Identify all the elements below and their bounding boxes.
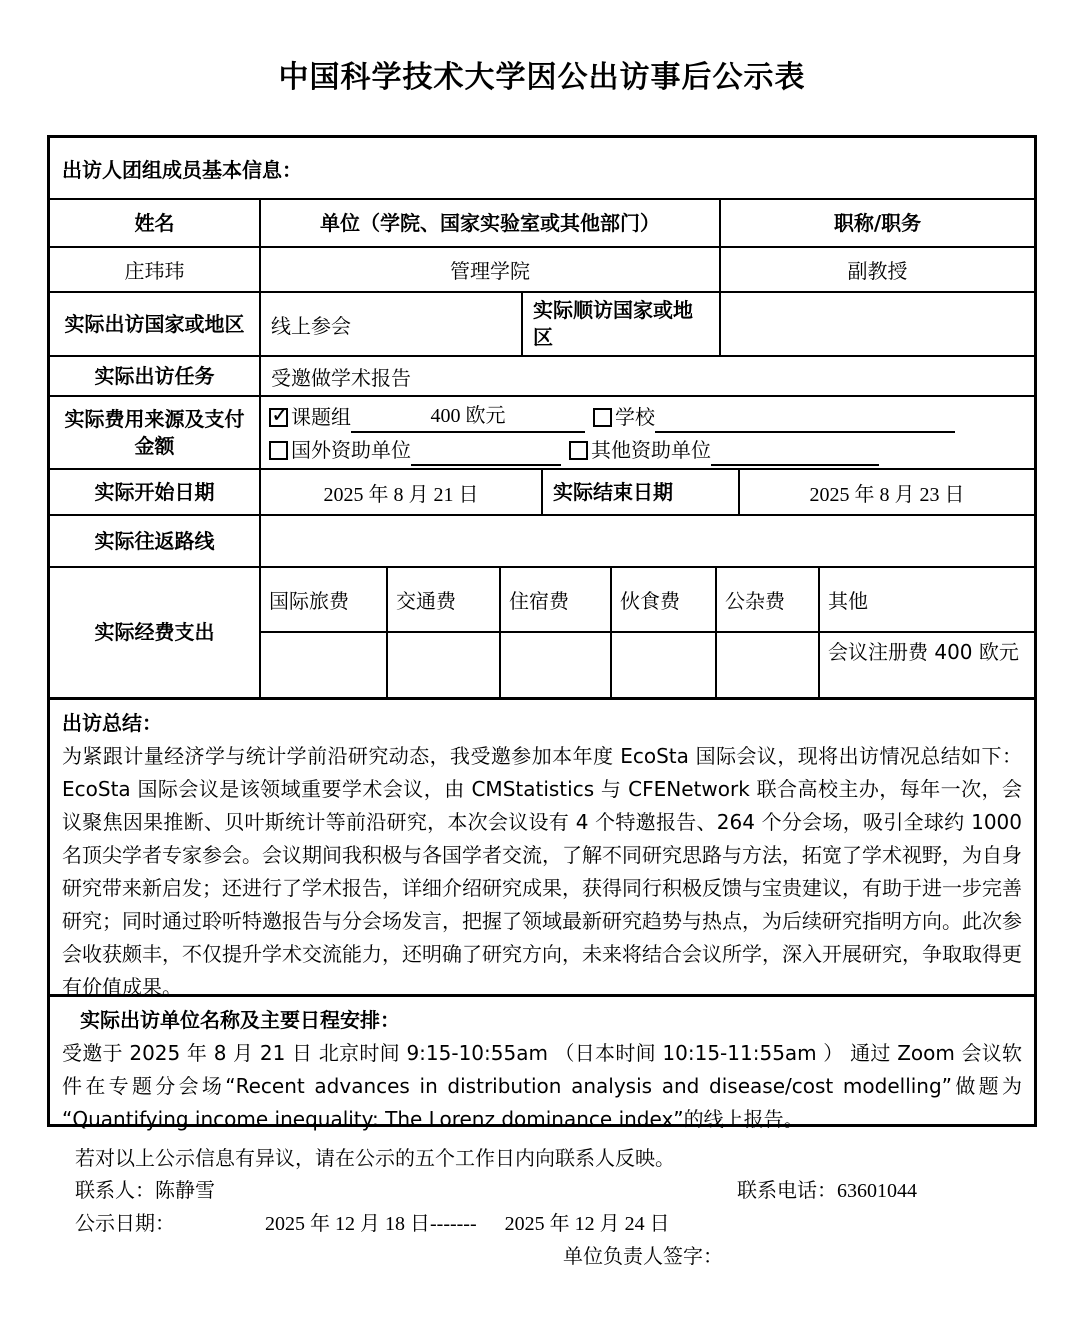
phone-value: 63601044 [837,1180,917,1202]
funding-option-other-sponsor-label: 其他资助单位 [591,438,711,462]
contact-line [75,1174,1037,1207]
expenditure-value-other: 会议注册费 400 欧元 [828,640,1019,664]
destination-label: 实际出访国家或地区 [50,293,261,355]
end-date-value: 2025 年 8 月 23 日 [809,483,965,506]
name-header: 姓名 [50,200,261,246]
expenditure-label: 实际经费支出 [50,568,261,697]
expenditure-value-intl-travel [261,633,388,697]
page-title: 中国科学技术大学因公出访事后公示表 [278,60,806,95]
summary-cell [50,700,1034,1012]
side-visit-value [721,293,1034,355]
contact-name: 陈静雪 [155,1178,215,1202]
expenditure-header-other: 其他 [828,589,868,613]
funding-checkbox-project-group[interactable] [269,403,290,428]
expenditure-subtable [261,568,1034,697]
member-info-section-row [50,138,1034,198]
expenditure-value-row [261,633,1034,697]
route-label: 实际往返路线 [50,516,261,566]
expenditure-header-row [261,568,1034,633]
summary-text: 为紧跟计量经济学与统计学前沿研究动态，我受邀参加本年度 EcoSta 国际会议，现将出访情况总结如下：EcoSta 国际会议是该领域重要学术会议，由 CMStatistics 与 CFENetwork 联合高校主办，每年一次，会议聚焦因果推断、贝叶斯统计等前沿研究，本次会议设有 4 个特邀报告、264 个分会场，吸引全球约 1000 名顶尖学者专家参会。会议期间我积极与各国学者交流，了解不同研究思路与方法，拓宽了学术视野，为自身研究带来新启发；还进行了学术报告，详细介绍研究成果，获得同行积极反馈与宝贵建议，有助于进一步完善研究；同时通过聆听特邀报告与分会场发言，把握了领域最新研究趋势与热点，为后续研究指明方向。此次参会收获颇丰，不仅提升学术交流能力，还明确了研究方向，未来将结合会议所学，深入开展研究，争取取得更有价值成果。 [62,744,1022,999]
destination-value: 线上参会 [261,293,523,355]
publish-date-end: 2025 年 12 月 24 日 [504,1213,670,1235]
task-label: 实际出访任务 [50,357,261,395]
expenditure-header-meals: 伙食费 [612,568,717,631]
destination-row [50,291,1034,355]
schedule-row [50,994,1034,1131]
expenditure-value-misc [717,633,820,697]
funding-checkbox-foreign-sponsor[interactable] [269,441,288,460]
post-visit-form-table [47,135,1037,1131]
publish-date-line [75,1207,1037,1240]
title-header: 职称/职务 [833,210,922,235]
expenditure-header-intl-travel: 国际旅费 [261,568,388,631]
member-unit: 管理学院 [261,248,721,291]
expenditure-value-lodging [501,633,612,697]
funding-checkbox-other-sponsor[interactable] [569,441,588,460]
side-visit-label: 实际顺访国家或地区 [523,293,721,355]
member-value-row [50,246,1034,291]
footer [75,1142,1037,1272]
route-value [261,516,1034,566]
signature-line [75,1240,1037,1272]
start-date-value: 2025 年 8 月 21 日 [261,470,543,514]
task-value: 受邀做学术报告 [271,365,411,390]
funding-project-group-amount: 400 欧元 [351,402,585,433]
expenditure-row [50,566,1034,697]
member-title: 副教授 [847,259,908,283]
schedule-cell [50,997,1034,1144]
funding-line-1 [269,400,1026,433]
funding-options [261,397,1034,468]
start-date-label: 实际开始日期 [50,470,261,514]
publish-date-label: 公示日期： [75,1211,175,1235]
summary-heading: 出访总结： [62,711,162,735]
funding-line-2 [269,433,1026,466]
funding-foreign-sponsor-amount [411,435,561,466]
member-info-section-title: 出访人团组成员基本信息： [62,157,302,182]
expenditure-value-meals [612,633,717,697]
funding-school-amount [655,402,955,433]
funding-row [50,395,1034,468]
funding-other-sponsor-amount [711,435,879,466]
route-row [50,514,1034,566]
funding-label: 实际费用来源及支付金额 [50,397,261,468]
funding-option-project-group-label: 课题组 [291,405,351,429]
objection-notice: 若对以上公示信息有异议，请在公示的五个工作日内向联系人反映。 [75,1146,675,1170]
contact-label: 联系人： [75,1178,155,1202]
expenditure-header-lodging: 住宿费 [501,568,612,631]
funding-checkbox-school[interactable] [593,408,612,427]
task-row [50,355,1034,395]
checkmark-icon: ✓ [271,403,290,428]
member-header-row [50,198,1034,246]
phone-label: 联系电话： [737,1178,837,1202]
expenditure-header-transport: 交通费 [388,568,501,631]
publish-date-start: 2025 年 12 月 18 日------- [265,1213,477,1235]
schedule-text: 受邀于 2025 年 8 月 21 日 北京时间 9:15-10:55am （日本时间 10:15-11:55am ） 通过 Zoom 会议软件在专题分会场“Recent advances in distribution analysis and disease/cost modelling”做题为“Quantifying income inequality: The Lorenz dominance index”的线上报告。 [62,1041,1022,1131]
end-date-label: 实际结束日期 [543,470,740,514]
unit-header: 单位（学院、国家实验室或其他部门） [261,200,721,246]
funding-option-school-label: 学校 [615,405,655,429]
schedule-heading: 实际出访单位名称及主要日程安排： [80,1008,400,1032]
expenditure-header-misc: 公杂费 [717,568,820,631]
expenditure-value-transport [388,633,501,697]
funding-option-foreign-sponsor-label: 国外资助单位 [291,438,411,462]
signature-label: 单位负责人签字： [563,1244,723,1268]
member-name: 庄玮玮 [50,248,261,291]
dates-row [50,468,1034,514]
summary-row [50,697,1034,999]
